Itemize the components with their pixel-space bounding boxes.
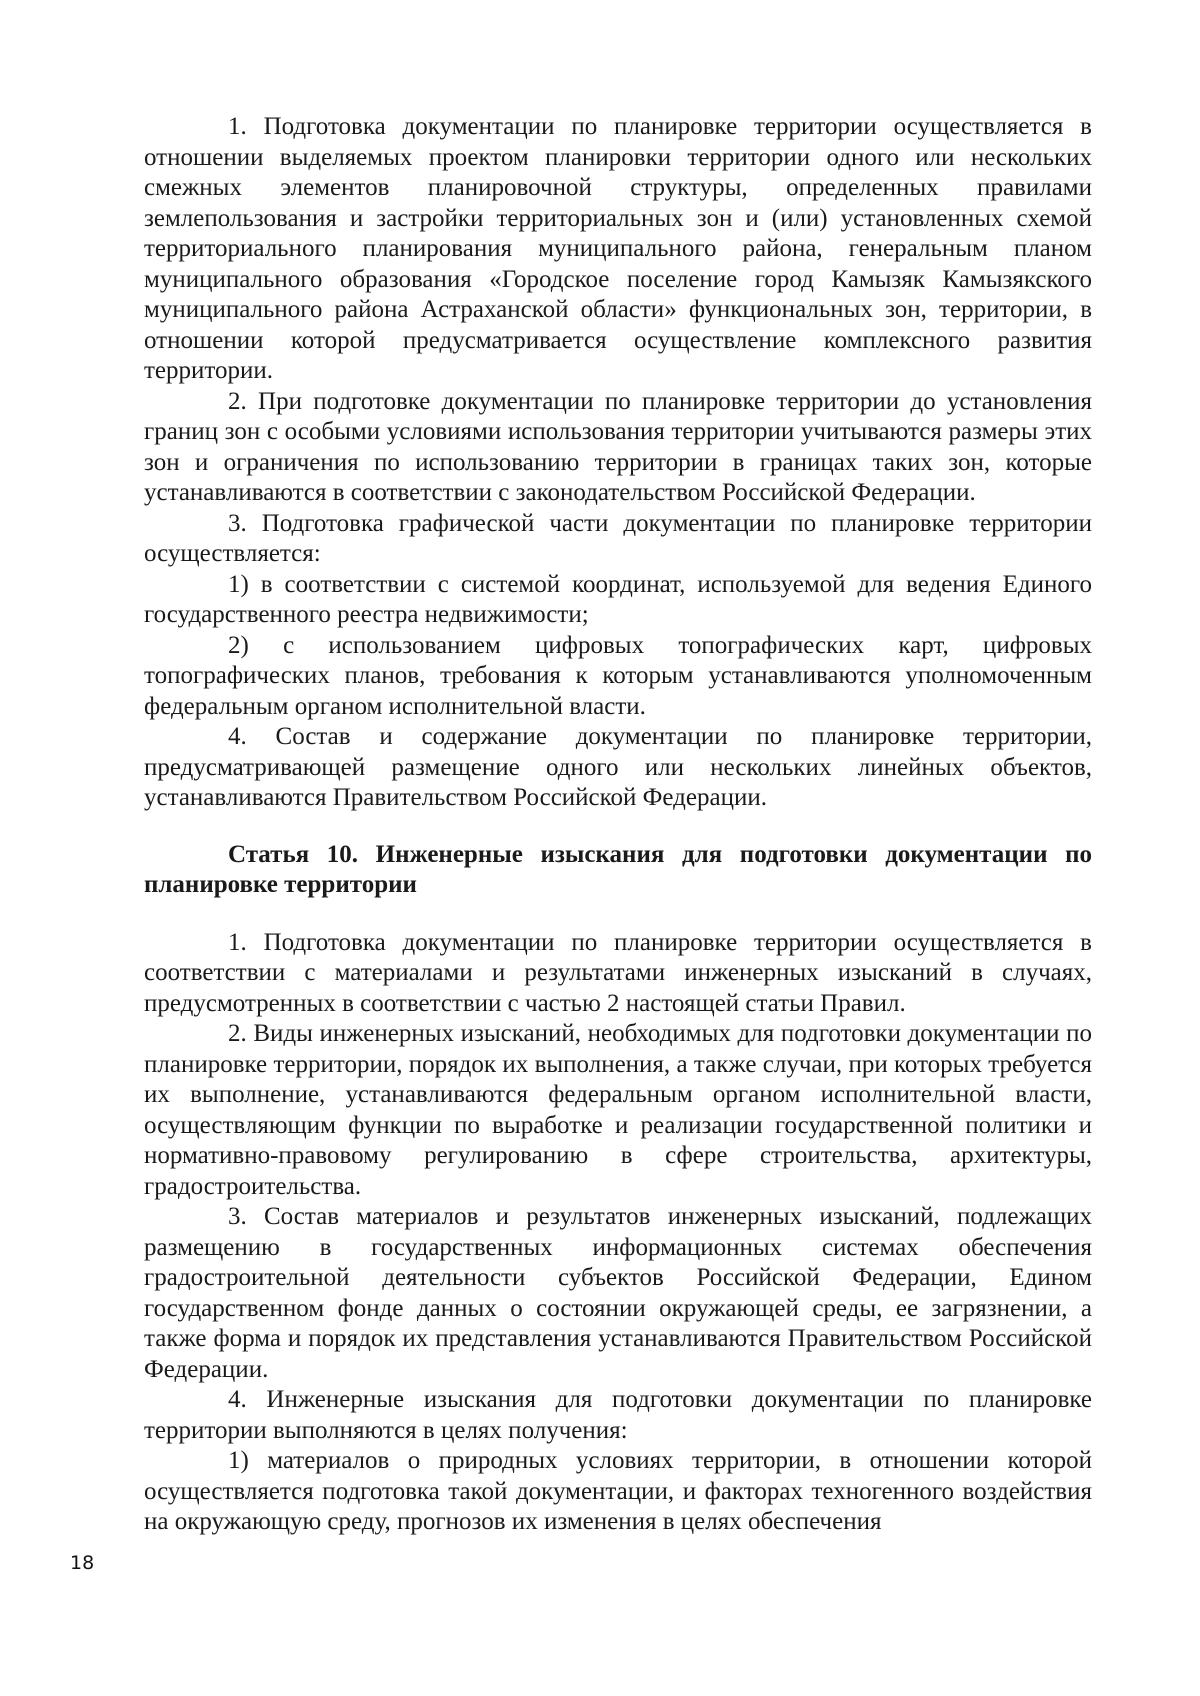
paragraph-4: 4. Состав и содержание документации по планировке территории, предусматривающей размещение одного или нескольких линейных объектов, устанавливаются Правительством Российской Федерации. [144,723,1092,811]
page-number: 18 [70,1552,95,1574]
paragraph-3-item-2: 2) с использованием цифровых топографических карт, цифровых топографических планов, требования к которым устанавливаются уполномоченным федеральным органом исполнительной власти. [144,631,1092,720]
page-content [144,112,1092,1538]
article-10-paragraph-4-item-1: 1) материалов о природных условиях территории, в отношении которой осуществляется подготовка такой документации, и факторах техногенного воздействия на окружающую среду, прогнозов их изменения в целях обеспечения [144,1447,1092,1535]
paragraph-2: 2. При подготовке документации по планировке территории до установления границ зон с особыми условиями использования территории учитываются размеры этих зон и ограничения по использованию территории в границах таких зон, которые устанавливаются в соответствии с законодательством Российской Федерации. [144,387,1092,506]
article-10-heading: Статья 10. Инженерные изыскания для подготовки документации по планировке территории [144,840,1092,898]
article-10-paragraph-2: 2. Виды инженерных изысканий, необходимых для подготовки документации по планировке территории, порядок их выполнения, а также случаи, при которых требуется их выполнение, устанавливаются федеральным органом исполнительной власти, осуществляющим функции по выработке и реализации государственной политики и нормативно-правовому регулированию в сфере строительства, архитектуры, градостроительства. [144,1020,1092,1200]
paragraph-3: 3. Подготовка графической части документации по планировке территории осуществляется: [144,509,1092,567]
article-10-paragraph-1: 1. Подготовка документации по планировке территории осуществляется в соответствии с материалами и результатами инженерных изысканий в случаях, предусмотренных в соответствии с частью 2 настоящей статьи Правил. [144,928,1092,1017]
paragraph-1: 1. Подготовка документации по планировке территории осуществляется в отношении выделяемых проектом планировки территории одного или нескольких смежных элементов планировочной структуры, определенных правилами землепользования и застройки территориальных зон и (или) установленных схемой территориального планирования муниципального района, генеральным планом муниципального образования «Городское поселение город Камызяк Камызякского муниципального района Астраханской области» функциональных зон, территории, в отношении которой предусматривается осуществление комплексного развития территории. [144,113,1092,384]
article-10-paragraph-4: 4. Инженерные изыскания для подготовки документации по планировке территории выполняются в целях получения: [144,1386,1092,1444]
paragraph-3-item-1: 1) в соответствии с системой координат, используемой для ведения Единого государственного реестра недвижимости; [144,570,1092,628]
article-10-paragraph-3: 3. Состав материалов и результатов инженерных изысканий, подлежащих размещению в государственных информационных системах обеспечения градостроительной деятельности субъектов Российской Федерации, Едином государственном фонде данных о состоянии окружающей среды, ее загрязнении, а также форма и порядок их представления устанавливаются Правительством Российской Федерации. [144,1203,1092,1383]
